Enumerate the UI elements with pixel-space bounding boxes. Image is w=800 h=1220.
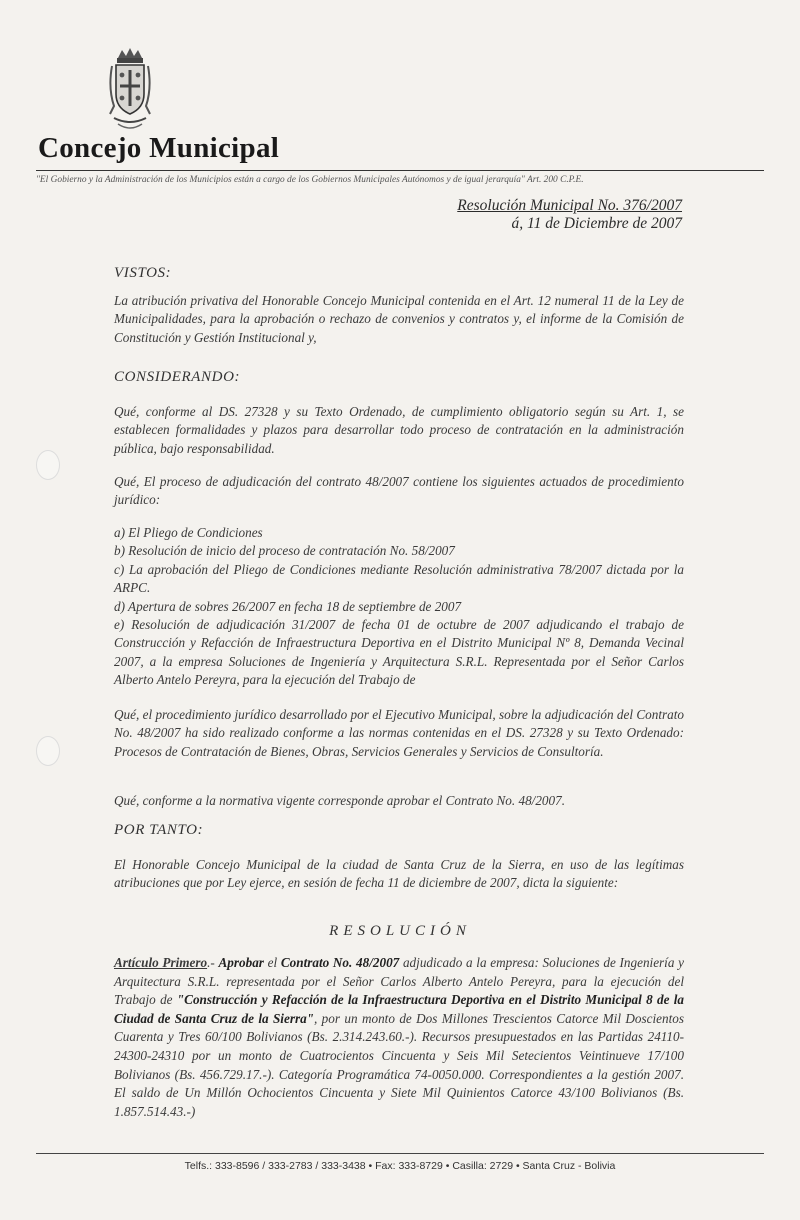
article-text: , por un monto de Dos Millones Trescientos Catorce Mil Doscientos Cuarenta y Tres 60/100 Bolivianos (Bs. 2.314.243.60.-). Recursos presupuestados en las Partidas 24110-24300-24310 por un monto de Cuatrocientos Cincuenta y Seis Mil Setecientos Veintinueve 17/100 Bolivianos (Bs. 456.729.17.-). Categoría Programática 74-0050.000. Correspondientes a la gestión 2007. El saldo de Un Millón Ochocientos Cincuenta y Siete Mil Quinientos Catorce 43/100 Bolivianos (Bs. 1.857.514.43.-): [114, 1010, 684, 1119]
list-item: a) El Pliego de Condiciones: [114, 525, 263, 540]
article-verb: Aprobar: [218, 955, 264, 970]
punch-hole: [36, 736, 60, 766]
organization-title: Concejo Municipal: [38, 132, 280, 164]
por-tanto-heading: POR TANTO:: [114, 822, 204, 838]
considerando-heading: CONSIDERANDO:: [114, 369, 241, 385]
considerando-paragraph: Qué, conforme a la normativa vigente corresponde aprobar el Contrato No. 48/2007.: [114, 793, 566, 808]
resolution-block: [457, 197, 682, 233]
list-item: b) Resolución de inicio del proceso de contratación No. 58/2007: [114, 543, 455, 559]
resolution-number: Resolución Municipal No. 376/2007: [457, 197, 682, 214]
list-item: e) Resolución de adjudicación 31/2007 de fecha 01 de octubre de 2007 adjudicando el trabajo de Construcción y Refacción de Infraestructura Deportiva en el Distrito Municipal Nº 8, Demanda Vecinal 2007, a la empresa Soluciones de Ingeniería y Arquitectura S.R.L. Representada por el Señor Carlos Alberto Antelo Pereyra, para la ejecución del Trabajo de: [114, 617, 684, 688]
footer-rule: [36, 1153, 764, 1154]
procedure-list: [114, 524, 684, 690]
article-label: Artículo Primero: [114, 955, 208, 970]
resolution-date: á, 11 de Diciembre de 2007: [511, 215, 682, 232]
considerando-paragraph: Qué, el procedimiento jurídico desarrollado por el Ejecutivo Municipal, sobre la adjudicación del Contrato No. 48/2007 ha sido realizado conforme a las normas contenidas en el DS. 27328 y su Texto Ordenado: Procesos de Contratación de Bienes, Obras, Servicios Generales y Servicios de Consultoría.: [114, 707, 684, 759]
resolution-heading: RESOLUCIÓN: [329, 923, 471, 939]
considerando-paragraph: Qué, conforme al DS. 27328 y su Texto Ordenado, de cumplimiento obligatorio según su Art. 1, se establecen formalidades y plazos para desarrollar todo proceso de contratación en la administración pública, bajo responsabilidad.: [114, 404, 684, 456]
considerando-paragraph: Qué, El proceso de adjudicación del contrato 48/2007 contiene los siguientes actuados de procedimiento jurídico:: [114, 474, 684, 508]
article-contract: Contrato No. 48/2007: [280, 955, 400, 970]
vistos-text: La atribución privativa del Honorable Concejo Municipal contenida en el Art. 12 numeral 11 de la Ley de Municipalidades, para la aprobación o rechazo de convenios y contratos y, el informe de la Comisión de Constitución y Gestión Institucional y,: [114, 293, 684, 345]
coat-of-arms-icon: [104, 48, 156, 136]
punch-hole: [36, 450, 60, 480]
article-text: adjudicado a la empresa: Soluciones de Ingeniería y Arquitectura S.R.L. representada por el Señor Carlos Alberto Antelo Pereyra, para la ejecución del Trabajo de: [114, 955, 684, 1008]
article-project: "Construcción y Refacción de la Infraestructura Deportiva en el Distrito Municipal 8 de la Ciudad de Santa Cruz de la Sierra": [114, 992, 684, 1026]
article-separator: .-: [207, 955, 219, 970]
footer-contact: Telfs.: 333-8596 / 333-2783 / 333-3438 • Fax: 333-8729 • Casilla: 2729 • Santa Cruz - Bolivia: [184, 1160, 616, 1172]
por-tanto-text: El Honorable Concejo Municipal de la ciudad de Santa Cruz de la Sierra, en uso de las legítimas atribuciones que por Ley ejerce, en sesión de fecha 11 de diciembre de 2007, dicta la siguiente:: [114, 857, 684, 891]
vistos-heading: VISTOS:: [114, 265, 172, 281]
article-text: el: [263, 955, 281, 970]
list-item: c) La aprobación del Pliego de Condiciones mediante Resolución administrativa 78/2007 dictada por la ARPC.: [114, 561, 684, 596]
list-item: d) Apertura de sobres 26/2007 en fecha 18 de septiembre de 2007: [114, 598, 462, 614]
article-first: [114, 954, 684, 1121]
header-rule: [36, 170, 764, 171]
header-epigraph: "El Gobierno y la Administración de los Municipios están a cargo de los Gobiernos Municipales Autónomos y de igual jerarquía" Art. 200 C.P.E.: [36, 175, 584, 185]
